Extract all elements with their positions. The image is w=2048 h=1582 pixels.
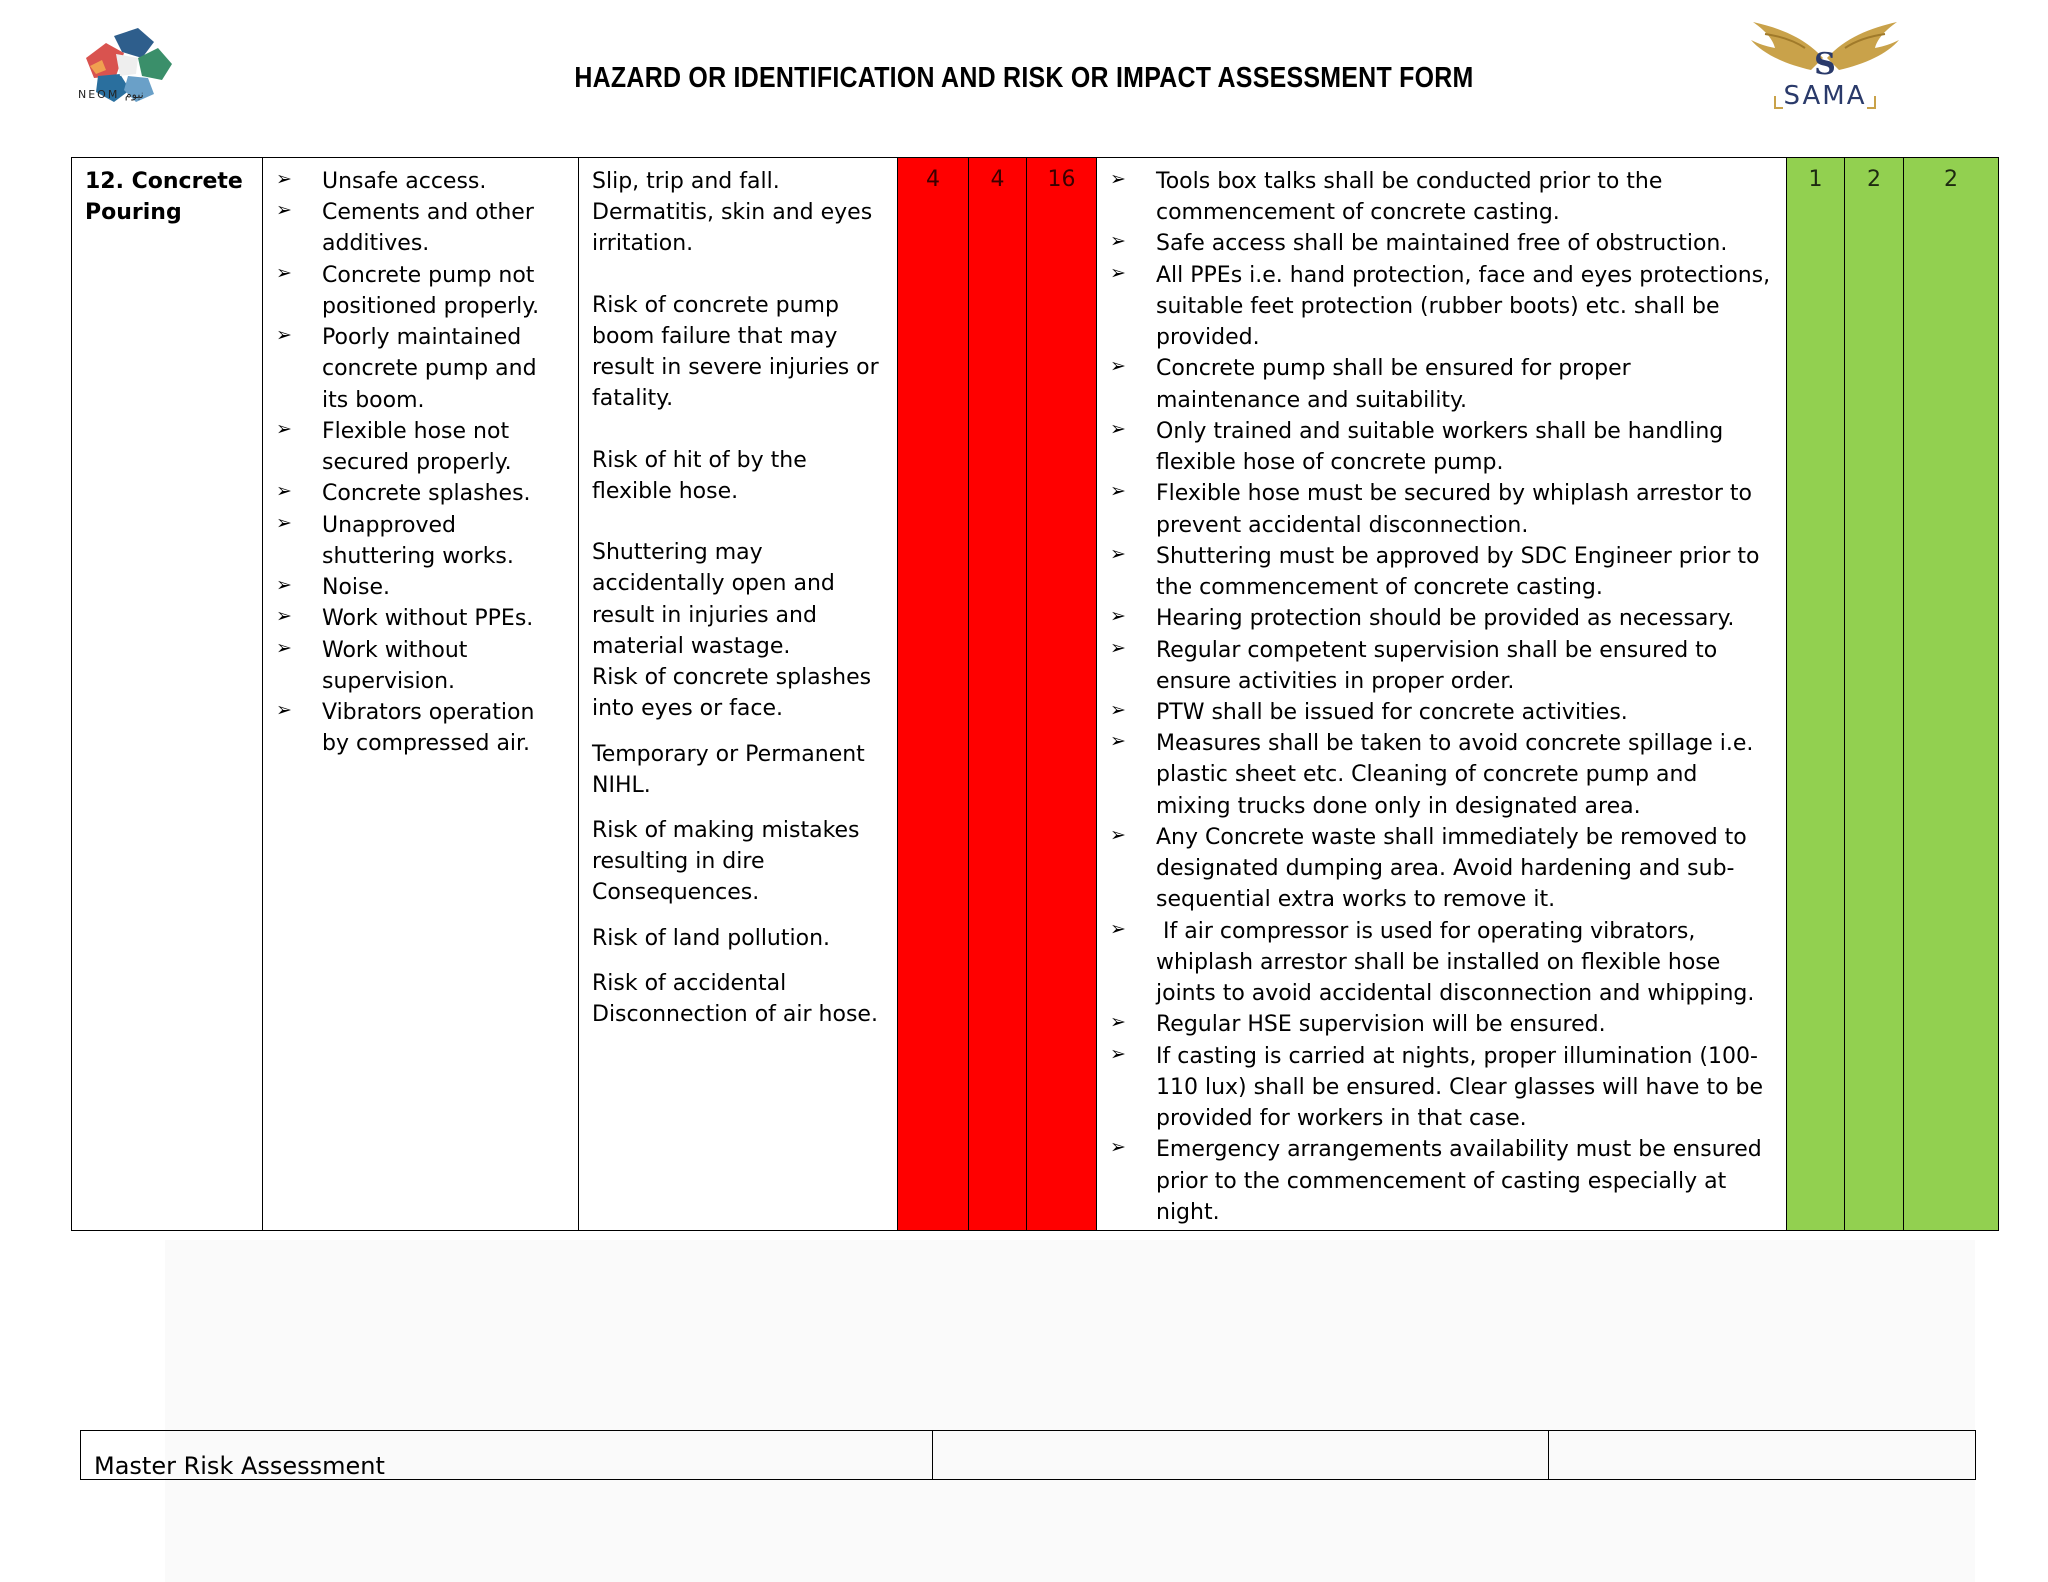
arrow-bullet-icon: ➢: [276, 511, 292, 534]
form-title: HAZARD OR IDENTIFICATION AND RISK OR IMPACT ASSESSMENT FORM: [574, 62, 1474, 94]
arrow-bullet-icon: ➢: [1110, 917, 1126, 940]
consequence-text: Risk of making mistakes resulting in dire Consequences.: [592, 817, 860, 906]
svg-text:SAMA: SAMA: [1783, 81, 1867, 111]
hazards-cell: [263, 158, 579, 1231]
initial-likelihood-cell: 4: [898, 158, 969, 1231]
page-header: [0, 0, 2048, 150]
consequence-text: Shuttering may accidentally open and result in injuries and material wastage.: [592, 540, 835, 659]
arrow-bullet-icon: ➢: [276, 324, 292, 347]
arrow-bullet-icon: ➢: [1110, 823, 1126, 846]
sama-logo: [1745, 18, 1905, 113]
list-item: ➢ Work without PPEs.: [276, 605, 534, 632]
risk-assessment-table: [71, 157, 1999, 1231]
page-background: [165, 1240, 1975, 1582]
arrow-bullet-icon: ➢: [276, 480, 292, 503]
arrow-bullet-icon: ➢: [1110, 730, 1126, 753]
list-item: ➢ Work without supervision.: [276, 636, 468, 694]
neom-logo-text: NEOM نيوم: [78, 88, 144, 101]
list-item: ➢ PTW shall be issued for concrete activities.: [1110, 698, 1628, 725]
arrow-bullet-icon: ➢: [1110, 261, 1126, 284]
arrow-bullet-icon: ➢: [276, 574, 292, 597]
consequences-cell: [579, 158, 898, 1231]
arrow-bullet-icon: ➢: [1110, 1011, 1126, 1034]
list-item: ➢ Emergency arrangements availability must be ensured prior to the commencement of casting especially at night.: [1110, 1136, 1762, 1225]
list-item: ➢ Only trained and suitable workers shall be handling flexible hose of concrete pump.: [1110, 417, 1724, 476]
arrow-bullet-icon: ➢: [276, 636, 292, 659]
list-item: ➢ Safe access shall be maintained free of obstruction.: [1110, 230, 1728, 257]
arrow-bullet-icon: ➢: [276, 168, 292, 190]
arrow-bullet-icon: ➢: [1110, 1042, 1126, 1065]
list-item: ➢ Shuttering must be approved by SDC Engineer prior to the commencement of concrete casting.: [1110, 542, 1760, 601]
arrow-bullet-icon: ➢: [276, 199, 292, 222]
list-item: ➢ Measures shall be taken to avoid concrete spillage i.e. plastic sheet etc. Cleaning of concrete pump and mixing trucks done only in designated area.: [1110, 730, 1754, 819]
footer-row: [81, 1431, 1976, 1480]
consequence-text: Risk of concrete pump boom failure that may result in severe injuries or fatality.: [592, 292, 879, 412]
list-item: ➢ If casting is carried at nights, proper illumination (100-110 lux) shall be ensured. Clear glasses will have to be provided for workers in that case.: [1110, 1042, 1764, 1132]
arrow-bullet-icon: ➢: [1110, 636, 1126, 659]
consequence-text: Risk of hit of by the flexible hose.: [592, 447, 807, 504]
list-item: ➢ Concrete pump shall be ensured for proper maintenance and suitability.: [1110, 355, 1631, 413]
initial-severity-cell: 4: [969, 158, 1027, 1231]
list-item: ➢ Vibrators operation by compressed air.: [276, 698, 535, 757]
list-item: ➢ Any Concrete waste shall immediately be removed to designated dumping area. Avoid hardening and sub-sequential extra works to remove it.: [1110, 823, 1747, 913]
arrow-bullet-icon: ➢: [1110, 417, 1126, 440]
residual-likelihood-cell: 1: [1787, 158, 1845, 1231]
residual-severity-cell: 2: [1845, 158, 1904, 1231]
list-item: ➢ Cements and other additives.: [276, 199, 534, 257]
list-item: ➢ Concrete pump not positioned properly.: [276, 261, 540, 319]
arrow-bullet-icon: ➢: [276, 417, 292, 440]
activity-cell: 12. Concrete Pouring: [72, 158, 263, 1231]
list-item: ➢ If air compressor is used for operating vibrators, whiplash arrestor shall be installed on flexible hose joints to avoid accidental disconnection and whipping.: [1110, 917, 1755, 1007]
table-row: [72, 158, 1999, 1231]
arrow-bullet-icon: ➢: [1110, 605, 1126, 628]
arrow-bullet-icon: ➢: [1110, 698, 1126, 721]
consequence-text: Risk of accidental Disconnection of air hose.: [592, 970, 878, 1028]
initial-risk-rating-cell: 16: [1027, 158, 1097, 1231]
arrow-bullet-icon: ➢: [276, 261, 292, 284]
list-item: ➢ Unsafe access.: [276, 168, 487, 194]
footer-table: [80, 1430, 1976, 1480]
list-item: ➢ Noise.: [276, 574, 391, 601]
list-item: ➢ All PPEs i.e. hand protection, face and eyes protections, suitable feet protection (rubber boots) etc. shall be provided.: [1110, 261, 1771, 351]
footer-cell: [1549, 1431, 1976, 1480]
document-name-cell: Master Risk Assessment: [81, 1431, 933, 1480]
consequence-text: Risk of concrete splashes into eyes or face.: [592, 665, 872, 722]
svg-text:S: S: [1814, 47, 1836, 82]
arrow-bullet-icon: ➢: [1110, 480, 1126, 503]
list-item: ➢ Concrete splashes.: [276, 480, 531, 507]
arrow-bullet-icon: ➢: [1110, 1136, 1126, 1159]
controls-list: [1110, 166, 1773, 1228]
list-item: ➢ Flexible hose must be secured by whiplash arrestor to prevent accidental disconnection.: [1110, 480, 1752, 538]
arrow-bullet-icon: ➢: [1110, 542, 1126, 565]
arrow-bullet-icon: ➢: [1110, 168, 1126, 190]
list-item: ➢ Unapproved shuttering works.: [276, 511, 514, 569]
list-item: ➢ Hearing protection should be provided as necessary.: [1110, 605, 1735, 632]
arrow-bullet-icon: ➢: [276, 698, 292, 721]
consequence-text: Slip, trip and fall.: [592, 169, 780, 194]
list-item: ➢ Tools box talks shall be conducted prior to the commencement of concrete casting.: [1110, 168, 1663, 226]
controls-cell: [1097, 158, 1787, 1231]
list-item: ➢ Poorly maintained concrete pump and its boom.: [276, 324, 537, 413]
list-item: ➢ Regular competent supervision shall be ensured to ensure activities in proper order.: [1110, 636, 1718, 694]
hazards-list: [276, 166, 565, 759]
residual-risk-rating-cell: 2: [1904, 158, 1999, 1231]
consequence-text: Dermatitis, skin and eyes irritation.: [592, 200, 873, 257]
arrow-bullet-icon: ➢: [276, 605, 292, 628]
footer-cell: [933, 1431, 1549, 1480]
list-item: ➢ Regular HSE supervision will be ensured.: [1110, 1011, 1606, 1038]
arrow-bullet-icon: ➢: [1110, 230, 1126, 253]
consequence-text: Risk of land pollution.: [592, 925, 831, 951]
arrow-bullet-icon: ➢: [1110, 355, 1126, 378]
consequence-text: Temporary or Permanent NIHL.: [592, 741, 865, 798]
list-item: ➢ Flexible hose not secured properly.: [276, 417, 512, 476]
